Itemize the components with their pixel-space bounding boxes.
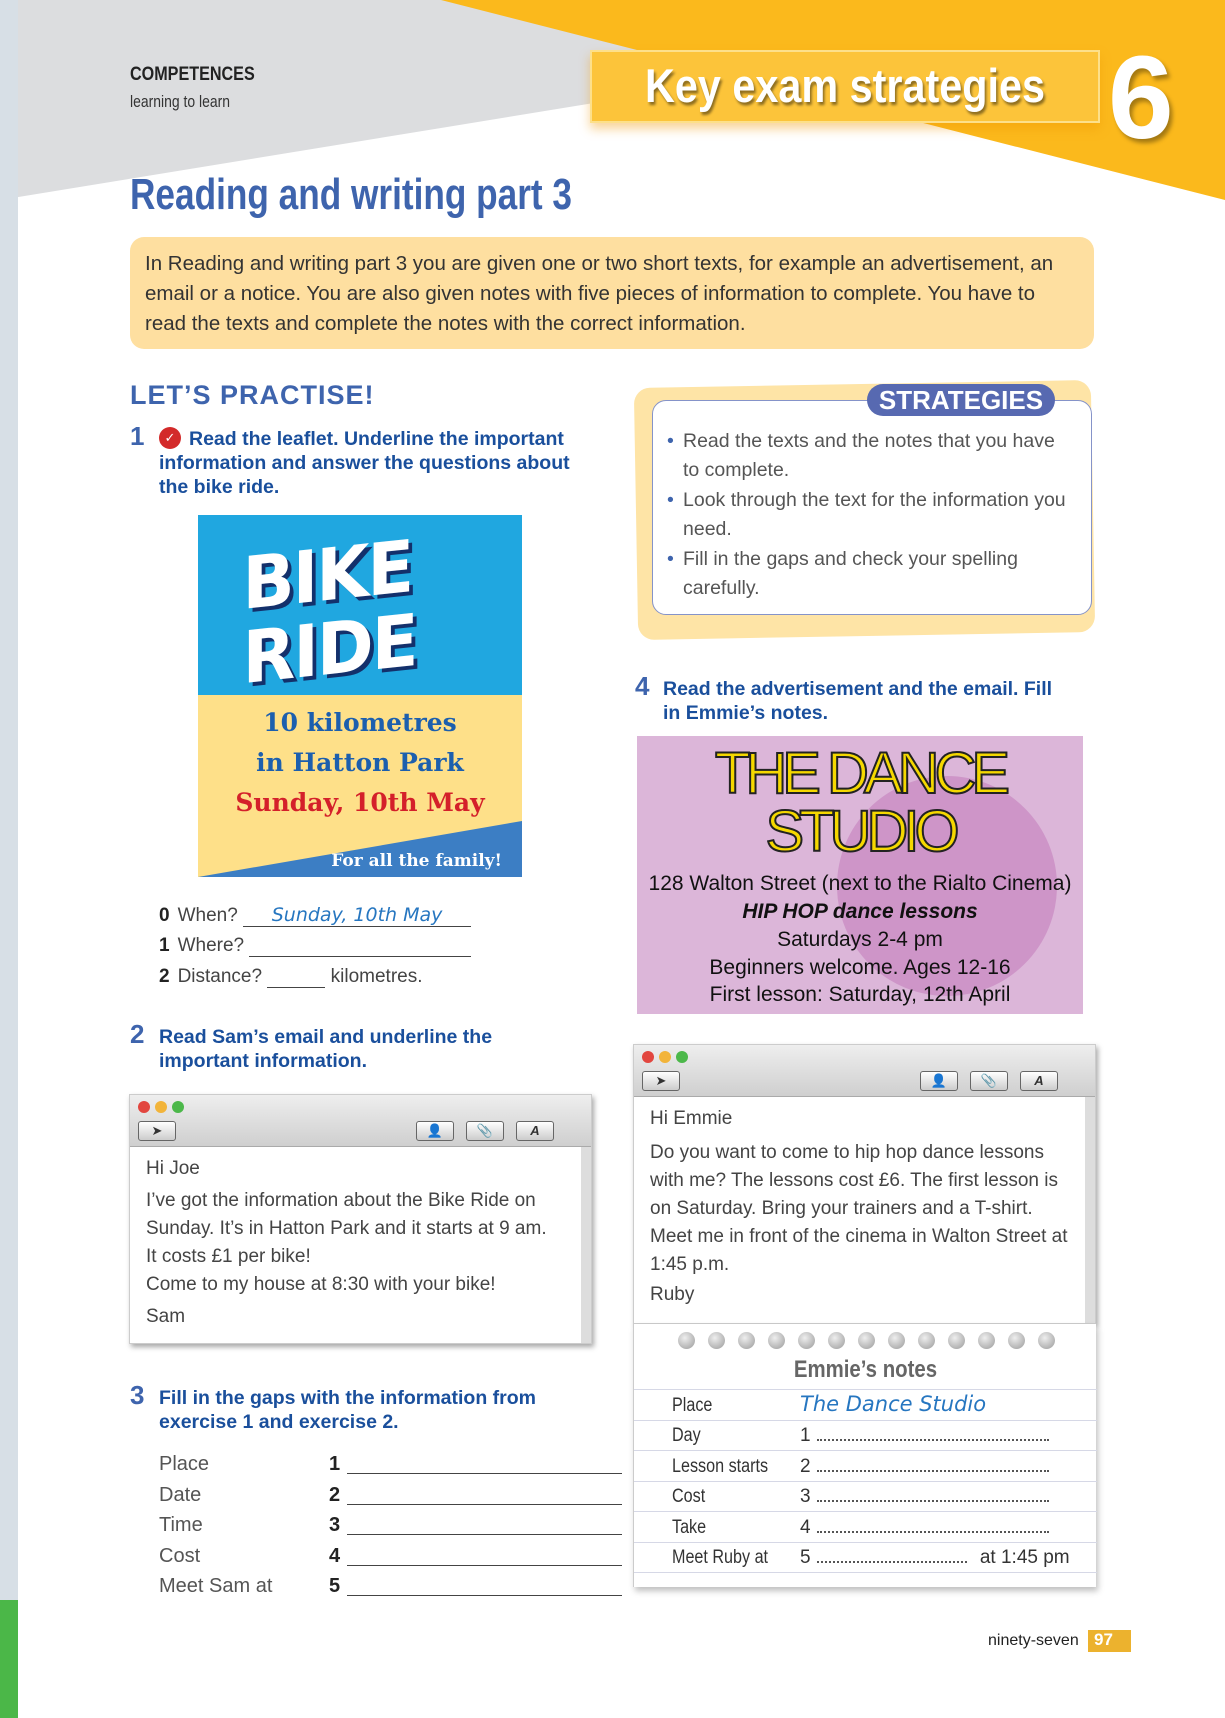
font-icon[interactable]: A <box>1020 1071 1058 1091</box>
email-window-sam <box>129 1094 592 1344</box>
question-1: 1 Where? <box>159 935 471 957</box>
unit-number: 6 <box>1108 32 1174 164</box>
contact-icon[interactable]: 👤 <box>416 1121 454 1141</box>
exercise-instruction: Read Sam’s email and underline the important information. <box>159 1026 493 1072</box>
advert-title: STUDIO <box>765 799 955 864</box>
ring-icon <box>918 1332 935 1349</box>
notes-row: Meet Ruby at 5 at 1:45 pm <box>634 1542 1097 1573</box>
page-spine <box>0 0 18 1718</box>
fill-row: Cost 4 <box>159 1545 200 1568</box>
ring-icon <box>738 1332 755 1349</box>
notes-row: Day 1 <box>634 1420 1097 1451</box>
ring-icon <box>858 1332 875 1349</box>
emmies-notes <box>633 1324 1096 1587</box>
advert-title: THE DANCE <box>714 741 1006 806</box>
gap-field[interactable] <box>347 1534 622 1535</box>
leaflet-tagline: For all the family! <box>331 851 502 871</box>
exercise-instruction: Read the advertisement and the email. Fill in Emmie’s notes. <box>663 678 1053 724</box>
leaflet-place: in Hatton Park <box>256 748 464 777</box>
answer-field[interactable]: Sunday, 10th May <box>243 904 471 927</box>
fill-row: Date 2 <box>159 1484 201 1507</box>
contact-icon[interactable]: 👤 <box>920 1071 958 1091</box>
gap-field[interactable] <box>347 1565 622 1566</box>
competences-label: COMPETENCES <box>130 64 255 85</box>
section-banner <box>590 50 1100 123</box>
strategy-item: • Look through the text for the information you need. <box>667 486 1073 543</box>
page-title: Reading and writing part 3 <box>130 170 572 219</box>
exercise-instruction: Fill in the gaps with the information from exercise 1 and exercise 2. <box>159 1387 536 1433</box>
leaflet-date: Sunday, 10th May <box>235 788 485 817</box>
practise-heading: LET’S PRACTISE! <box>130 380 375 410</box>
minimize-dot[interactable] <box>155 1101 167 1113</box>
email-signature: Sam <box>146 1306 186 1327</box>
leaflet-title: RIDE <box>242 597 417 701</box>
exercise-number: 4 <box>635 671 650 701</box>
banner-text: Key exam strategies <box>644 59 1046 112</box>
gap-field[interactable] <box>347 1504 622 1505</box>
leaflet-title: BIKE <box>242 524 413 626</box>
advert-address: 128 Walton Street (next to the Rialto Cinema) <box>648 872 1072 895</box>
ring-icon <box>768 1332 785 1349</box>
notes-answer: The Dance Studio <box>800 1392 987 1416</box>
spine-tab <box>0 1600 18 1718</box>
notes-gap[interactable] <box>817 1500 1049 1502</box>
strategies-box <box>652 400 1092 615</box>
email-line: I’ve got the information about the Bike Ride on Sunday. It’s in Hatton Park and it starts at 9 am. <box>146 1190 547 1239</box>
attach-icon[interactable]: 📎 <box>970 1071 1008 1091</box>
answer-field[interactable] <box>267 968 325 988</box>
strategies-badge: STRATEGIES <box>867 384 1055 416</box>
minimize-dot[interactable] <box>659 1051 671 1063</box>
notes-gap[interactable] <box>817 1561 967 1563</box>
bike-ride-leaflet <box>198 515 522 877</box>
zoom-dot[interactable] <box>676 1051 688 1063</box>
fill-row: Meet Sam at 5 <box>159 1575 272 1598</box>
notes-gap[interactable] <box>817 1531 1049 1533</box>
fill-gaps-table <box>159 1453 599 1613</box>
dance-studio-advert <box>637 736 1083 1014</box>
ring-icon <box>708 1332 725 1349</box>
close-dot[interactable] <box>138 1101 150 1113</box>
ring-icon <box>798 1332 815 1349</box>
fill-row: Place 1 <box>159 1453 209 1476</box>
exercise-number: 3 <box>130 1380 145 1410</box>
leaflet-distance: 10 kilometres <box>263 708 457 737</box>
notes-row: Lesson starts 2 <box>634 1451 1097 1482</box>
zoom-dot[interactable] <box>172 1101 184 1113</box>
ring-icon <box>1038 1332 1055 1349</box>
email-line: Come to my house at 8:30 with your bike! <box>146 1274 496 1295</box>
gap-field[interactable] <box>347 1473 622 1474</box>
email-greeting: Hi Joe <box>146 1158 200 1179</box>
exercise-number: 1 <box>130 421 145 451</box>
notes-title: Emmie’s notes <box>793 1356 938 1383</box>
email-signature: Ruby <box>650 1284 695 1305</box>
advert-time: Saturdays 2-4 pm <box>777 928 943 951</box>
attach-icon[interactable]: 📎 <box>466 1121 504 1141</box>
competence-item: learning to learn <box>130 92 230 111</box>
email-window-ruby <box>633 1044 1096 1324</box>
exercise-instruction: Read the leaflet. Underline the important information and answer the questions about the bike ride. <box>159 428 570 498</box>
strategy-item: • Read the texts and the notes that you have to complete. <box>667 427 1073 484</box>
notes-row: Take 4 <box>634 1512 1097 1543</box>
email-line: Do you want to come to hip hop dance lessons with me? The lessons cost £6. The first lesson is on Saturday. Bring your trainers and a T-shirt. <box>650 1142 1058 1219</box>
strategy-item: • Fill in the gaps and check your spelling carefully. <box>667 545 1073 602</box>
advert-ages: Beginners welcome. Ages 12-16 <box>709 956 1011 979</box>
ring-icon <box>828 1332 845 1349</box>
ring-icon <box>948 1332 965 1349</box>
ring-icon <box>1008 1332 1025 1349</box>
notes-gap[interactable] <box>817 1470 1049 1472</box>
ring-icon <box>888 1332 905 1349</box>
email-line: Meet me in front of the cinema in Walton Street at 1:45 p.m. <box>650 1226 1068 1275</box>
intro-box: In Reading and writing part 3 you are given one or two short texts, for example an advertisement, an email or a notice. You are also given notes with five pieces of information to complete. You have to read the texts and complete the notes with the correct information. <box>130 237 1094 349</box>
notes-gap[interactable] <box>817 1439 1049 1441</box>
fill-row: Time 3 <box>159 1514 203 1537</box>
notes-row: Cost 3 <box>634 1481 1097 1512</box>
email-line: It costs £1 per bike! <box>146 1246 311 1267</box>
page-number-words: ninety-seven <box>988 1632 1079 1649</box>
notes-row: Place The Dance Studio <box>634 1390 1097 1421</box>
ring-icon <box>678 1332 695 1349</box>
exercise-number: 2 <box>130 1019 145 1049</box>
question-2: 2 Distance? kilometres. <box>159 966 423 987</box>
answer-field[interactable] <box>249 937 471 957</box>
advert-lessons: HIP HOP dance lessons <box>742 900 978 923</box>
page-number: 97 <box>1088 1630 1131 1652</box>
email-greeting: Hi Emmie <box>650 1108 733 1129</box>
font-icon[interactable]: A <box>516 1121 554 1141</box>
gap-field[interactable] <box>347 1595 622 1596</box>
audio-icon: ✓ <box>159 427 181 449</box>
question-0: 0 When? Sunday, 10th May <box>159 904 471 927</box>
send-icon[interactable]: ➤ <box>138 1121 176 1141</box>
ring-icon <box>978 1332 995 1349</box>
close-dot[interactable] <box>642 1051 654 1063</box>
advert-first-lesson: First lesson: Saturday, 12th April <box>709 983 1011 1006</box>
send-icon[interactable]: ➤ <box>642 1071 680 1091</box>
